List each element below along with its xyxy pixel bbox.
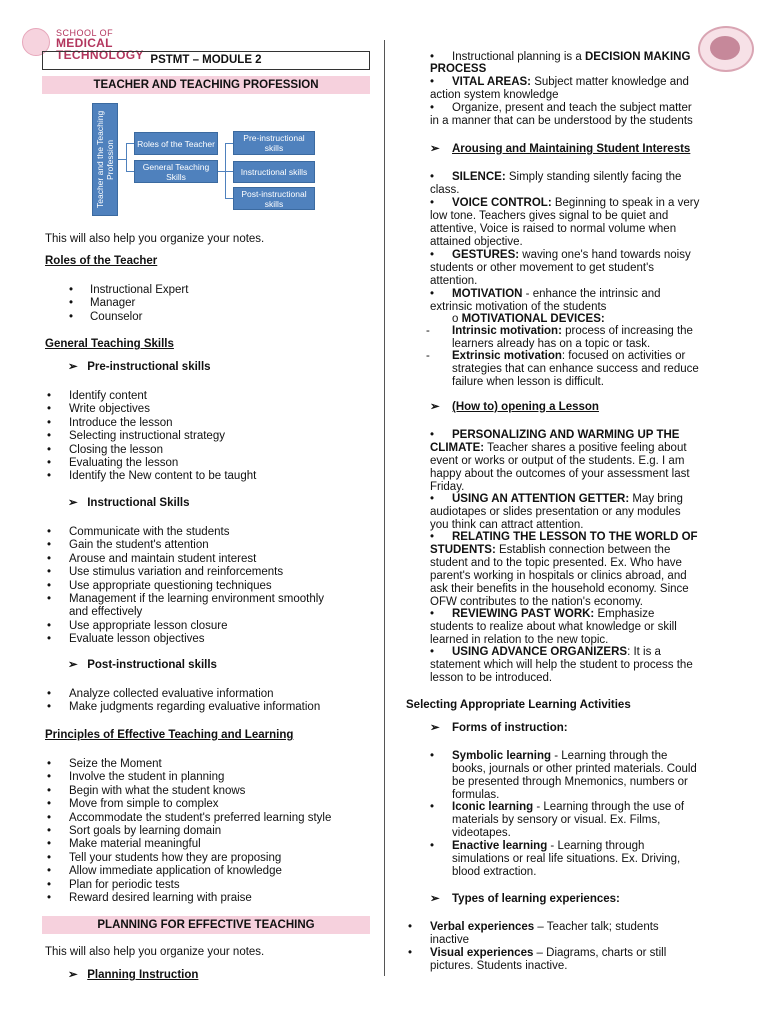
bullet-icon: • [47,593,52,605]
ins-item: Use appropriate questioning techniques [69,579,272,592]
diagram-post-box: Post-instructional skills [233,187,315,210]
bullet-icon: • [47,811,52,824]
bullet-icon: • [47,457,52,469]
logo-line-2: MEDICAL TECHNOLOGY [56,36,144,62]
principle-item: Sort goals by learning domain [69,825,222,837]
role-item: Counselor [90,310,143,323]
visual-cont: pictures. Students inactive. [430,960,568,972]
voice-item: VOICE CONTROL: Beginning to speak in a very [452,197,700,209]
motivation-cont: extrinsic motivation of the students [430,301,607,313]
diagram-connector [225,198,233,199]
diagram-connector [225,171,233,172]
personalizing-cont: CLIMATE: Teacher shares a positive feeling about [430,442,687,454]
voice-cont: attentive, Voice is raised to normal volume when [430,223,677,235]
logo-line-1: SCHOOL OF [56,28,114,38]
enactive-cont: simulations or real life situations. Ex. Driving, [452,853,681,865]
post-item: Make judgments regarding evaluative information [69,701,321,714]
relating-cont: parent's working in hospitals or clinics abroad, and [430,570,687,582]
extrinsic-cont: failure when lesson is difficult. [452,376,604,388]
dash: - [426,325,430,337]
bullet-icon: • [47,633,52,646]
bullet-icon: • [47,552,52,565]
pre-heading: ➢ Pre-instructional skills [68,361,211,373]
bullet-icon: • [69,284,74,296]
bullet-icon: • [47,526,52,538]
motivational-devices: o MOTIVATIONAL DEVICES: [452,313,605,325]
bullet-icon: • [47,838,52,851]
principle-item: Accommodate the student's preferred learning style [69,811,332,824]
dash: - [426,350,430,362]
extrinsic-item: Extrinsic motivation: focused on activities or [452,350,686,362]
voice-cont: low tone. Teachers gives signal to be quiet and [430,210,669,222]
bullet-icon: • [430,197,435,209]
bullet-icon: • [47,619,52,632]
arrow-right-icon: ➢ [68,361,78,373]
diagram-instructional-box: Instructional skills [233,161,315,183]
ins-item: Use stimulus variation and reinforcements [69,566,284,579]
diagram-general-box: General Teaching Skills [134,160,218,183]
bullet-icon: • [47,892,52,904]
bullet-icon: • [430,608,435,620]
iconic-cont: materials by sensory or visual. Ex. Films, [452,814,661,826]
bullet-icon: • [47,443,52,456]
arrow-right-icon: ➢ [68,497,78,509]
principle-item: Begin with what the student knows [69,784,246,797]
organize-line-cont: in a manner that can be understood by the students [430,115,693,127]
advance-item: USING ADVANCE ORGANIZERS: It is a [452,646,661,658]
vital-areas-cont: action system knowledge [430,89,559,101]
ins-heading: ➢ Instructional Skills [68,497,190,509]
section-title-teacher: TEACHER AND TEACHING PROFESSION [42,76,370,94]
selecting-heading: Selecting Appropriate Learning Activities [406,699,631,711]
bullet-icon: • [408,947,413,959]
column-divider [384,40,385,976]
arrow-right-icon: ➢ [430,722,440,734]
gestures-cont: students or other movement to get student's [430,262,655,274]
silence-item: SILENCE: Simply standing silently facing the [452,171,682,183]
diagram-root-box: Teacher and the Teaching Profession [92,103,118,216]
principles-heading: Principles of Effective Teaching and Learning [45,729,294,741]
bullet-icon: • [47,771,52,784]
symbolic-item: Symbolic learning - Learning through the [452,750,668,762]
ins-item: and effectively [69,606,143,619]
personalizing-cont: Friday. [430,481,465,493]
arrow-right-icon: ➢ [68,659,78,671]
bullet-icon: • [69,310,74,323]
gts-heading: General Teaching Skills [45,338,174,350]
symbolic-cont: formulas. [452,789,500,801]
principle-item: Make material meaningful [69,838,201,851]
vital-areas: VITAL AREAS: Subject matter knowledge and [452,76,689,88]
bullet-icon: • [430,51,435,63]
iconic-item: Iconic learning - Learning through the use of [452,801,685,813]
arousing-heading: Arousing and Maintaining Student Interests [452,143,691,155]
silence-cont: class. [430,184,460,196]
pre-item: Introduce the lesson [69,416,173,429]
arrow-right-icon: ➢ [68,969,78,981]
principle-item: Seize the Moment [69,758,162,770]
reviewing-cont: students to realize about what knowledge or skill [430,621,677,633]
bullet-icon: • [47,403,52,416]
bullet-icon: • [47,758,52,770]
symbolic-cont: books, journals or other printed materials. Could [452,763,697,775]
enactive-cont: blood extraction. [452,866,537,878]
personalizing-cont: event or works or output of the students. E.g. I am [430,455,685,467]
advance-cont: lesson to be introduced. [430,672,553,684]
visual-item: Visual experiences – Diagrams, charts or still [430,947,667,959]
types-heading: Types of learning experiences: [452,893,620,905]
bullet-icon: • [47,825,52,837]
bullet-icon: • [47,798,52,811]
iconic-cont: videotapes. [452,827,511,839]
instructional-planning: Instructional planning is a DECISION MAKING [452,51,691,63]
bullet-icon: • [69,297,74,310]
extrinsic-cont: strategies that can enhance success and reduce [452,363,699,375]
gestures-cont: attention. [430,275,478,287]
section-title-planning: PLANNING FOR EFFECTIVE TEACHING [42,916,370,934]
bullet-icon: • [47,566,52,579]
bullet-icon: • [47,539,52,552]
diagram-connector [126,143,127,172]
university-seal-icon [698,26,754,72]
ins-item: Arouse and maintain student interest [69,552,257,565]
symbolic-cont: be presented through Mnemonics, numbers or [452,776,688,788]
forms-heading: Forms of instruction: [452,722,568,734]
pre-item: Closing the lesson [69,443,163,456]
bullet-icon: • [430,429,435,441]
post-item: Analyze collected evaluative information [69,688,274,700]
bullet-icon: • [430,750,435,762]
bullet-icon: • [47,470,52,483]
intrinsic-item: Intrinsic motivation: process of increasing the [452,325,693,337]
bullet-icon: • [47,851,52,864]
bullet-icon: • [430,249,435,261]
bullet-icon: • [47,416,52,429]
bullet-icon: • [430,288,435,300]
personalizing-cont: happy about the outcomes of your assessment last [430,468,690,480]
roles-heading: Roles of the Teacher [45,255,158,267]
diagram-connector [118,159,126,160]
instructional-planning-cont: PROCESS [430,63,487,75]
post-heading: ➢ Post-instructional skills [68,659,217,671]
opening-heading: (How to) opening a Lesson [452,401,599,413]
personalizing-item: PERSONALIZING AND WARMING UP THE [452,429,680,441]
intrinsic-cont: learners already has on a topic or task. [452,338,651,350]
role-item: Instructional Expert [90,284,189,296]
bullet-icon: • [430,840,435,852]
principle-item: Tell your students how they are proposing [69,851,282,864]
relating-cont: STUDENTS: Establish connection between the [430,544,671,556]
diagram-connector [218,171,225,172]
arrow-right-icon: ➢ [430,401,440,413]
ins-item: Use appropriate lesson closure [69,619,228,632]
bullet-icon: • [430,646,435,658]
principle-item: Reward desired learning with praise [69,892,252,904]
bullet-icon: • [47,579,52,592]
diagram-connector [126,171,134,172]
relating-cont: ask their benefits in the household economy. Since [430,583,689,595]
planning-heading: ➢ Planning Instruction [68,969,199,981]
bullet-icon: • [430,171,435,183]
attention-item: USING AN ATTENTION GETTER: May bring [452,493,683,505]
pre-item: Identify the New content to be taught [69,470,257,483]
advance-cont: statement which will help the student to process the [430,659,693,671]
verbal-cont: inactive [430,934,469,946]
ins-item: Communicate with the students [69,526,230,538]
bullet-icon: • [408,921,413,933]
bullet-icon: • [430,76,435,88]
pre-item: Identify content [69,390,147,402]
diagram-connector [126,143,134,144]
motivation-item: MOTIVATION - enhance the intrinsic and [452,288,661,300]
relating-cont: student and to the topic presented. Ex. Who have [430,557,682,569]
ins-item: Gain the student's attention [69,539,209,552]
school-logo [22,24,152,62]
organize-note-2: This will also help you organize your notes. [45,946,265,958]
bullet-icon: • [47,878,52,891]
ins-item: Evaluate lesson objectives [69,633,205,646]
module-title: PSTMT – MODULE 2 [42,51,370,70]
principle-item: Plan for periodic tests [69,878,180,891]
bullet-icon: • [430,493,435,505]
diagram-connector [225,143,233,144]
enactive-item: Enactive learning - Learning through [452,840,645,852]
pre-item: Selecting instructional strategy [69,430,225,443]
arrow-right-icon: ➢ [430,893,440,905]
organize-line: Organize, present and teach the subject matter [452,102,692,114]
relating-cont: OFW contributes to the nation's economy. [430,596,643,608]
gestures-item: GESTURES: waving one's hand towards noisy [452,249,691,261]
role-item: Manager [90,297,136,310]
diagram-pre-box: Pre-instructional skills [233,131,315,155]
reviewing-cont: learned in relation to the new topic. [430,634,609,646]
ins-item: Management if the learning environment smoothly [69,593,325,605]
voice-cont: attained objective. [430,236,523,248]
bullet-icon: • [47,430,52,443]
bullet-icon: • [47,701,52,714]
diagram-roles-box: Roles of the Teacher [134,132,218,155]
bullet-icon: • [47,390,52,402]
principle-item: Involve the student in planning [69,771,225,784]
pre-item: Evaluating the lesson [69,457,179,469]
attention-cont: audiotapes or slides presentation or any modules [430,506,681,518]
attention-cont: you think can attract attention. [430,519,584,531]
principle-item: Allow immediate application of knowledge [69,865,282,878]
relating-item: RELATING THE LESSON TO THE WORLD OF [452,531,698,543]
reviewing-item: REVIEWING PAST WORK: Emphasize [452,608,655,620]
bullet-icon: • [47,688,52,700]
verbal-item: Verbal experiences – Teacher talk; students [430,921,659,933]
bullet-icon: • [47,784,52,797]
principle-item: Move from simple to complex [69,798,219,811]
bullet-icon: • [47,865,52,878]
arrow-right-icon: ➢ [430,143,440,155]
organize-note: This will also help you organize your notes. [45,233,265,245]
bullet-icon: • [430,801,435,813]
pre-item: Write objectives [69,403,150,416]
bullet-icon: • [430,102,435,114]
bullet-icon: • [430,531,435,543]
